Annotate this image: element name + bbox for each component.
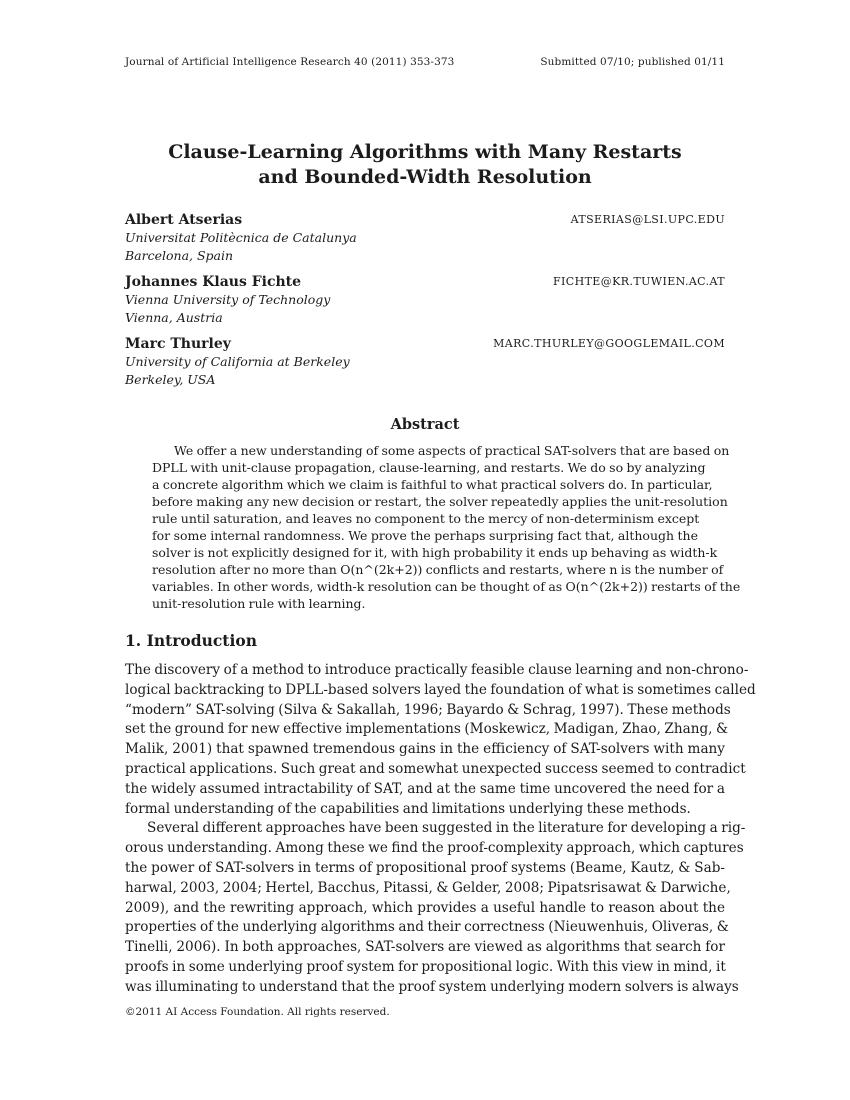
body-line: “modern” SAT-solving (Silva & Sakallah, 1996; Bayardo & Schrag, 1997). These methods — [125, 701, 731, 718]
author-location: Barcelona, Spain — [125, 248, 234, 263]
journal-citation: Journal of Artificial Intelligence Research 40 (2011) 353-373 — [125, 56, 455, 68]
author-location: Berkeley, USA — [125, 372, 216, 387]
body-line: Several different approaches have been suggested in the literature for developing a rig- — [147, 820, 746, 837]
body-line: orous understanding. Among these we find the proof-complexity approach, which captures — [125, 840, 744, 857]
body-line: Malik, 2001) that spawned tremendous gains in the efficiency of SAT-solvers with many — [125, 741, 725, 758]
abstract-line: a concrete algorithm which we claim is faithful to what practical solvers do. In particular, — [152, 477, 713, 492]
abstract-heading: Abstract — [390, 416, 460, 433]
abstract-line: for some internal randomness. We prove the perhaps surprising fact that, although the — [152, 528, 698, 543]
body-line: Tinelli, 2006). In both approaches, SAT-solvers are viewed as algorithms that search for — [125, 939, 725, 956]
title-line-1: Clause-Learning Algorithms with Many Restarts — [168, 141, 682, 163]
body-line: properties of the underlying algorithms and their correctness (Nieuwenhuis, Oliveras, & — [125, 919, 729, 936]
author-email: FICHTE@KR.TUWIEN.AC.AT — [552, 275, 725, 288]
body-line: the widely assumed intractability of SAT, and at the same time uncovered the need for a — [125, 780, 725, 797]
body-line: logical backtracking to DPLL-based solvers layed the foundation of what is sometimes called — [125, 681, 756, 698]
body-line: set the ground for new effective implementations (Moskewicz, Madigan, Zhao, Zhang, & — [125, 721, 729, 738]
abstract-line: resolution after no more than O(n^(2k+2)) conflicts and restarts, where n is the number of — [152, 562, 724, 577]
introduction-text — [125, 661, 756, 998]
author-affiliation: Universitat Politècnica de Catalunya — [125, 230, 357, 245]
submission-dates: Submitted 07/10; published 01/11 — [540, 56, 725, 68]
body-line: the power of SAT-solvers in terms of propositional proof systems (Beame, Kautz, & Sab- — [125, 859, 725, 876]
body-line: 2009), and the rewriting approach, which provides a useful handle to reason about the — [125, 899, 725, 916]
author-affiliation: Vienna University of Technology — [125, 292, 331, 307]
author-entry — [125, 273, 725, 327]
abstract-line: rule until saturation, and leaves no component to the mercy of non-determinism except — [152, 511, 700, 526]
abstract-line: We offer a new understanding of some aspects of practical SAT-solvers that are based on — [174, 443, 730, 458]
author-email: ATSERIAS@LSI.UPC.EDU — [570, 213, 725, 226]
body-line: formal understanding of the capabilities and limitations underlying these methods. — [125, 800, 691, 817]
abstract-text — [152, 442, 741, 612]
section-heading-introduction: 1. Introduction — [125, 631, 257, 650]
body-line: The discovery of a method to introduce practically feasible clause learning and non-chrono- — [125, 662, 749, 678]
body-line: practical applications. Such great and somewhat unexpected success seemed to contradict — [125, 760, 746, 777]
abstract-line: DPLL with unit-clause propagation, clause-learning, and restarts. We do so by analyzing — [152, 460, 706, 475]
body-line: was illuminating to understand that the proof system underlying modern solvers is always — [125, 978, 739, 995]
author-email: MARC.THURLEY@GOOGLEMAIL.COM — [493, 337, 725, 350]
author-block — [125, 211, 725, 389]
author-location: Vienna, Austria — [125, 310, 223, 325]
abstract-line: unit-resolution rule with learning. — [152, 596, 366, 611]
author-entry — [125, 211, 725, 265]
abstract-line: solver is not explicitly designed for it, with high probability it ends up behaving as width-k — [152, 545, 718, 560]
author-name: Marc Thurley — [125, 336, 231, 352]
author-entry — [125, 335, 725, 389]
abstract-line: variables. In other words, width-k resolution can be thought of as O(n^(2k+2)) restarts of the — [152, 579, 741, 594]
body-line: proofs in some underlying proof system for propositional logic. With this view in mind, it — [125, 958, 726, 975]
body-line: harwal, 2003, 2004; Hertel, Bacchus, Pitassi, & Gelder, 2008; Pipatsrisawat & Darwiche, — [125, 879, 731, 896]
author-name: Albert Atserias — [125, 212, 243, 228]
copyright-footer: ©2011 AI Access Foundation. All rights reserved. — [125, 1006, 390, 1018]
author-name: Johannes Klaus Fichte — [125, 274, 302, 290]
author-affiliation: University of California at Berkeley — [125, 354, 350, 369]
running-head — [125, 56, 725, 68]
abstract-line: before making any new decision or restart, the solver repeatedly applies the unit-resolution — [152, 494, 728, 509]
paper-title — [125, 140, 725, 190]
title-line-2: and Bounded-Width Resolution — [258, 166, 592, 188]
